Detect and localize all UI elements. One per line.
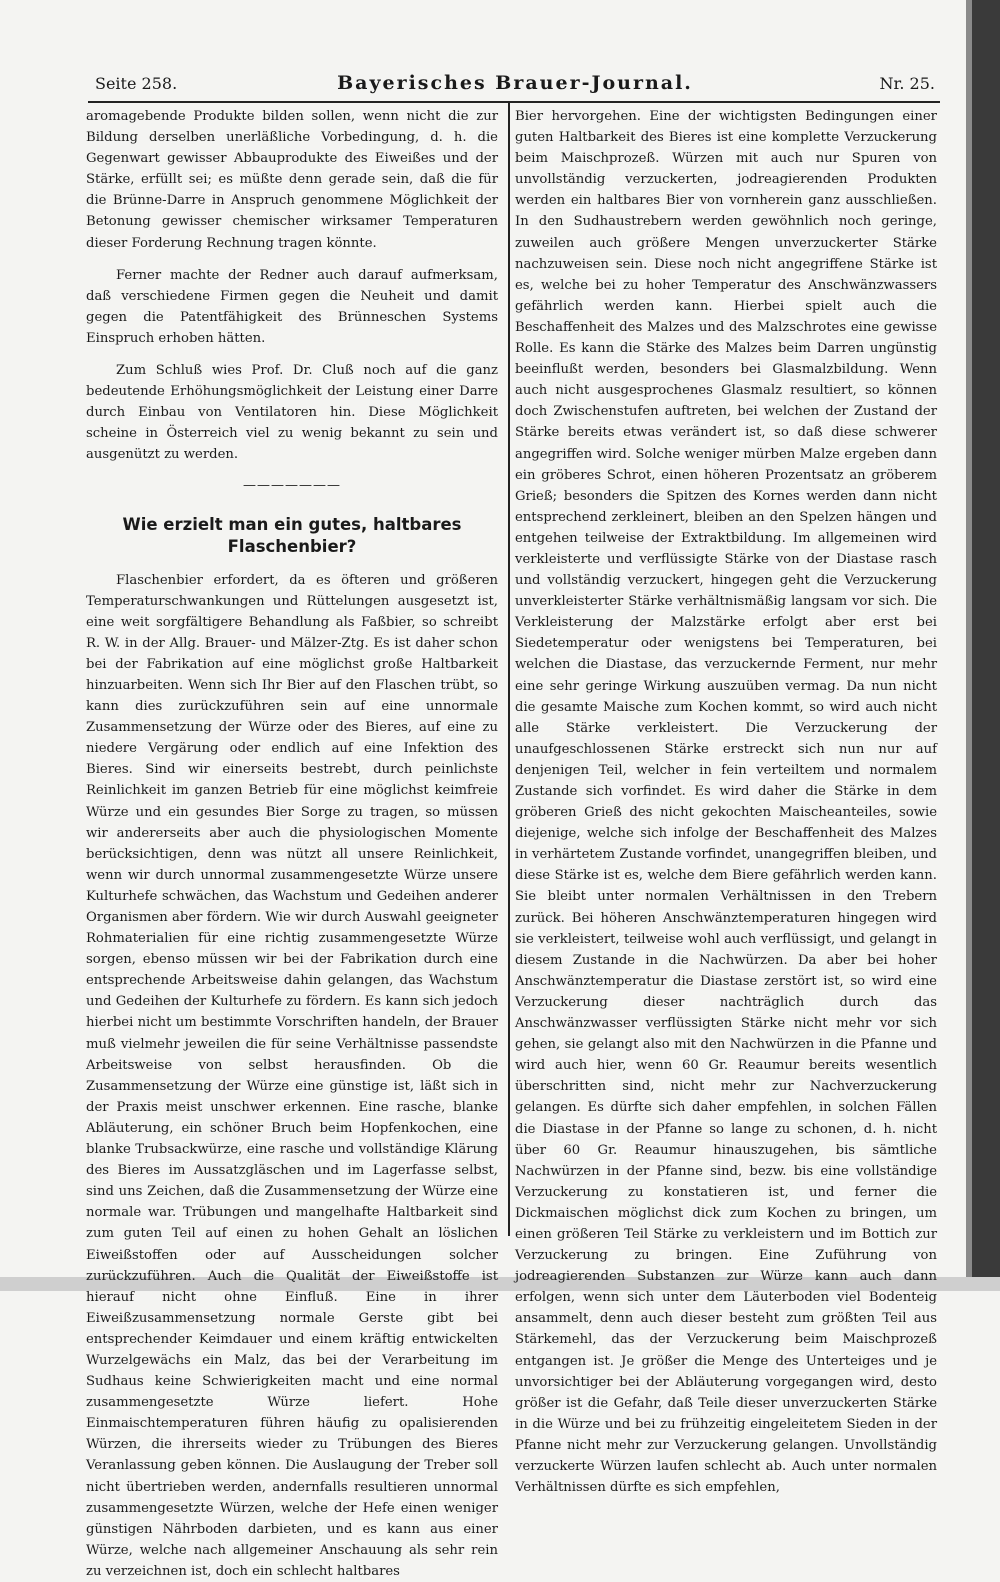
journal-title: Bayerisches Brauer-Journal. (95, 72, 935, 94)
issue-number: Nr. 25. (879, 74, 935, 93)
page-number: Seite 258. (95, 74, 177, 93)
column-divider (508, 103, 510, 1236)
paragraph: Flaschenbier erfordert, da es öfteren und größeren Temperaturschwankungen und Rüttelungen ausgesetzt ist, eine weit sorgfältigere Behandlung als Faßbier, so schreibt R. W. in der Allg. Brauer- und Mälzer-Ztg. Es ist daher schon bei der Fabrikation auf eine möglichst große Haltbarkeit hinzuarbeiten. Wenn sich Ihr Bier auf den Flaschen trübt, so kann dies zurückzuführen sein auf eine unnormale Zusammensetzung der Würze oder des Bieres, auf eine zu niedere Vergärung oder endlich auf eine Infektion des Bieres. Sind wir einerseits bestrebt, durch peinlichste Reinlichkeit im ganzen Betrieb für eine möglichst keimfreie Würze und ein gesundes Bier Sorge zu tragen, so müssen wir andererseits aber auch die physiologischen Momente berücksichtigen, denn was nützt all unsere Reinlichkeit, wenn wir durch unnormal zusammengesetzte Würze unsere Kulturhefe schwächen, das Wachstum und Gedeihen anderer Organismen aber fördern. Wie wir durch Auswahl geeigneter Rohmaterialien für eine richtig zusammengesetzte Würze sorgen, ebenso müssen wir bei der Fabrikation durch eine entsprechende Arbeitsweise dahin gelangen, das Wachstum und Gedeihen der Kulturhefe zu fördern. Es kann sich jedoch hierbei nicht um bestimmte Vorschriften handeln, der Brauer muß vielmehr jeweilen die für seine Verhältnisse passendste Arbeitsweise von selbst herausfinden. Ob die Zusammensetzung der Würze eine günstige ist, läßt sich in der Praxis meist unschwer erkennen. Eine rasche, blanke Abläuterung, ein schöner Bruch beim Hopfenkochen, eine blanke Trubsackwürze, eine rasche und vollständige Klärung des Bieres im Aussatzgläschen und im Lagerfasse selbst, sind uns Zeichen, daß die Zusammensetzung der Würze eine normale war. Trübungen und mangelhafte Haltbarkeit sind zum guten Teil auf einen zu hohen Gehalt an löslichen Eiweißstoffen oder auf Ausscheidungen solcher zurückzuführen. Auch die Qualität der Eiweißstoffe ist hierauf nicht ohne Einfluß. Eine in ihrer Eiweißzusammensetzung normale Gerste gibt bei entsprechender Keimdauer und einem kräftig entwickelten Wurzelgewächs ein Malz, das bei der Verarbeitung im Sudhaus keine Schwierigkeiten macht und eine normal zusammengesetzte Würze liefert. Hohe Einmaischtemperaturen führen häufig zu opalisierenden Würzen, die ihrerseits wieder zu Trübungen des Bieres Veranlassung geben können. Die Auslaugung der Treber soll nicht übertrieben werden, andernfalls resultieren unnormal zusammengesetzte Würzen, welche der Hefe einen weniger günstigen Nährboden darbieten, und es kann aus einer Würze, welche nach allgemeiner Anschauung als sehr rein zu verzeichnen ist, doch ein schlecht haltbares (86, 570, 498, 1582)
page-edge (966, 0, 1000, 1291)
right-column (515, 106, 937, 1498)
header-rule (88, 101, 940, 103)
article-headline: Wie erzielt man ein gutes, haltbares Flaschenbier? (86, 514, 498, 558)
paragraph: Ferner machte der Redner auch darauf aufmerksam, daß verschiedene Firmen gegen die Neuheit und damit gegen die Patentfähigkeit des Brünneschen Systems Einspruch erhoben hätten. (86, 265, 498, 349)
paragraph: Bier hervorgehen. Eine der wichtigsten Bedingungen einer guten Haltbarkeit des Bieres ist eine komplette Verzuckerung beim Maischprozeß. Würzen mit auch nur Spuren von unvollständig verzuckerten, jodreagierenden Produkten werden ein haltbares Bier von vornherein ganz ausschließen. In den Sudhaustrebern werden gewöhnlich noch geringe, zuweilen auch größere Mengen unverzuckerter Stärke nachzuweisen sein. Diese noch nicht angegriffene Stärke ist es, welche bei zu hoher Temperatur des Anschwänzwassers gefährlich werden kann. Hierbei spielt auch die Beschaffenheit des Malzes und des Malzschrotes eine gewisse Rolle. Es kann die Stärke des Malzes beim Darren ungünstig beeinflußt werden, besonders bei Glasmalzbildung. Wenn auch nicht ausgesprochenes Glasmalz resultiert, so können doch Zwischenstufen auftreten, bei welchen der Zustand der Stärke bereits etwas verändert ist, so daß diese schwerer angegriffen wird. Solche weniger mürben Malze ergeben dann ein gröberes Schrot, einen höheren Prozentsatz an gröberem Grieß; besonders die Spitzen des Kornes werden dann nicht entsprechend zerkleinert, bleiben an den Spelzen hängen und entgehen teilweise der Extraktbildung. Im allgemeinen wird verkleisterte und verflüssigte Stärke von der Diastase rasch und vollständig verzuckert, hingegen geht die Verzuckerung unverkleisterter Stärke verhältnismäßig langsam vor sich. Die Verkleisterung der Malzstärke erfolgt aber erst bei Siedetemperatur oder wenigstens bei Temperaturen, bei welchen die Diastase, das verzuckernde Ferment, nur mehr eine sehr geringe Wirkung auszuüben vermag. Da nun nicht die gesamte Maische zum Kochen kommt, so wird auch nicht alle Stärke verkleistert. Die Verzuckerung der unaufgeschlossenen Stärke erstreckt sich nun nur auf denjenigen Teil, welcher in fein verteiltem und normalem Zustande sich vorfindet. Es wird daher die Stärke in dem gröberen Grieß des nicht gekochten Maischeanteiles, sowie diejenige, welche sich infolge der Beschaffenheit des Malzes in verhärtetem Zustande vorfindet, unangegriffen bleiben, und diese Stärke ist es, welche dem Biere gefährlich werden kann. Sie bleibt unter normalen Verhältnissen in den Trebern zurück. Bei höheren Anschwänztemperaturen hingegen wird sie verkleistert, teilweise wohl auch verflüssigt, und gelangt in diesem Zustande in die Nachwürzen. Da aber bei hoher Anschwänztemperatur die Diastase zerstört ist, so wird eine Verzuckerung dieser nachträglich durch das Anschwänzwasser verflüssigten Stärke nicht mehr vor sich gehen, sie gelangt also mit den Nachwürzen in die Pfanne und wird auch hier, wenn 60 Gr. Reaumur bereits wesentlich überschritten sind, nicht mehr zur Nachverzuckerung gelangen. Es dürfte sich daher empfehlen, in solchen Fällen die Diastase in der Pfanne so lange zu schonen, d. h. nicht über 60 Gr. Reaumur hinauszugehen, bis sämtliche Nachwürzen in der Pfanne sind, bezw. bis eine vollständige Verzuckerung zu konstatieren ist, und ferner die Dickmaischen möglichst dick zum Kochen zu bringen, um einen größeren Teil Stärke zu verkleistern und im Bottich zur Verzuckerung zu bringen. Eine Zuführung von jodreagierenden Substanzen zur Würze kann auch dann erfolgen, wenn sich unter dem Läuterboden viel Bodenteig ansammelt, denn auch dieser besteht zum größten Teil aus Stärkemehl, das der Verzuckerung beim Maischprozeß entgangen ist. Je größer die Menge des Unterteiges und je unvorsichtiger bei der Abläuterung vorgegangen wird, desto größer ist die Gefahr, daß Teile dieser unverzuckerten Stärke in die Würze und bei zu frühzeitig eingeleitetem Sieden in der Pfanne nicht mehr zur Verzuckerung gelangen. Unvollständig verzuckerte Würzen laufen schlecht ab. Auch unter normalen Verhältnissen dürfte es sich empfehlen, (515, 106, 937, 1498)
left-column (86, 106, 498, 1582)
page-header (95, 74, 935, 100)
paragraph: aromagebende Produkte bilden sollen, wenn nicht die zur Bildung derselben unerläßliche Vorbedingung, d. h. die Gegenwart gewisser Abbauprodukte des Eiweißes und der Stärke, erfüllt sei; es müßte denn gerade sein, daß die für die Brünne-Darre in Anspruch genommene Möglichkeit der Betonung gewisser chemischer wirksamer Temperaturen dieser Forderung Rechnung tragen könnte. (86, 106, 498, 254)
paragraph: Zum Schluß wies Prof. Dr. Cluß noch auf die ganz bedeutende Erhöhungsmöglichkeit der Leistung einer Darre durch Einbau von Ventilatoren hin. Diese Möglichkeit scheine in Österreich viel zu wenig bekannt zu sein und ausgenützt zu werden. (86, 360, 498, 465)
section-ornament: ——————— (86, 466, 498, 506)
